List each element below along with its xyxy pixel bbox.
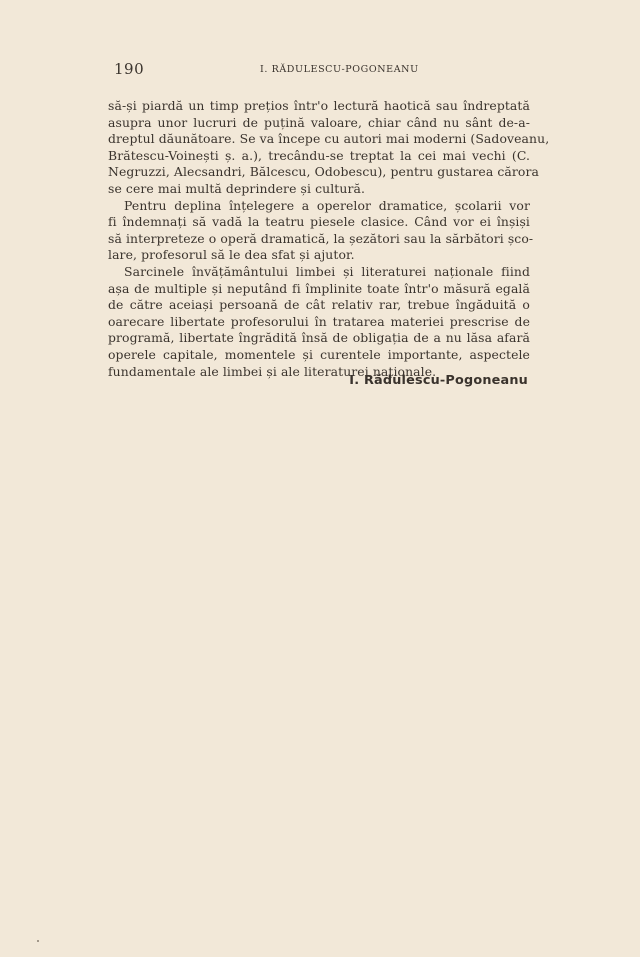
text-line: Brătescu-Voinești ș. a.), trecându-se treptat la cei mai vechi (C.	[108, 147, 530, 163]
text-line: asupra unor lucruri de puțină valoare, chiar când nu sânt de-a-	[108, 114, 530, 130]
body-text	[108, 98, 550, 380]
paper-speck	[37, 940, 39, 942]
text-line: Pentru deplina înțelegere a operelor dramatice, școlarii vor	[124, 197, 530, 213]
text-line: operele capitale, momentele și curentele importante, aspectele	[108, 346, 530, 362]
text-line: oarecare libertate profesorului în tratarea materiei prescrise de	[108, 313, 530, 329]
page-header	[112, 60, 532, 80]
text-line: fundamentale ale limbei și ale literaturei naționale.	[108, 363, 437, 379]
text-line: Negruzzi, Alecsandri, Bălcescu, Odobescu), pentru gustarea cărora	[108, 164, 539, 180]
page-number: 190	[114, 60, 145, 78]
text-line: să interpreteze o operă dramatică, la șezători sau la sărbători șco-	[108, 230, 534, 246]
text-line: lare, profesorul să le dea sfat și ajutor.	[108, 247, 355, 263]
text-line: dreptul dăunătoare. Se va începe cu autori mai moderni (Sadoveanu,	[108, 131, 550, 147]
text-line: să-și piardă un timp prețios într'o lectură haotică sau îndreptată	[108, 98, 530, 113]
author-signature: I. Rădulescu-Pogoneanu	[349, 373, 528, 388]
text-line: așa de multiple și neputând fi împlinite toate într'o măsură egală	[108, 280, 530, 296]
text-line: programă, libertate îngrădită însă de obligația de a nu lăsa afară	[108, 330, 530, 346]
text-line: Sarcinele învățământului limbei și literaturei naționale fiind	[124, 263, 530, 279]
text-line: se cere mai multă deprindere și cultură.	[108, 180, 366, 196]
text-line: de către aceiași persoană de cât relativ rar, trebue îngăduită o	[108, 297, 530, 313]
text-line: fi îndemnați să vadă la teatru piesele clasice. Când vor ei înșiși	[108, 214, 530, 230]
running-head: I. RĂDULESCU-POGONEANU	[260, 64, 419, 75]
